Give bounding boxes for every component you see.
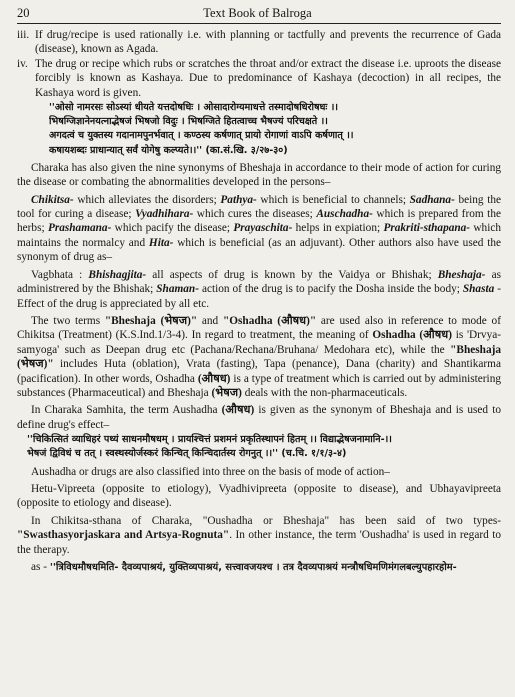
- term: Bheshaja-: [437, 268, 486, 281]
- list-item-text: If drug/recipe is used rationally i.e. with planning or tactfully and prevents the recurrence of Gada (disease), known as Agada.: [35, 29, 501, 56]
- header-rule: [17, 23, 501, 24]
- term: Pathya-: [220, 193, 257, 206]
- term: Auschadha-: [316, 208, 373, 221]
- term: Sadhana-: [409, 193, 455, 206]
- list-marker: iii.: [17, 29, 30, 41]
- paragraph-classification: Aushadha or drugs are also classified into three on the basis of mode of action–: [31, 465, 390, 478]
- book-title: Text Book of Balroga: [203, 6, 312, 20]
- paragraph-vagbhata: Vagbhata : Bhishagjita- all aspects of drug is known by the Vaidya or Bhishak; Bheshaja- as administrered by the Bhishak; Shaman- action of the drug is to pacify the Dosha inside the body; Shasta - Effect of the drug is appreciated by all etc.: [17, 268, 501, 310]
- paragraph-trividha: as - ''त्रिविधमौषधमिति- दैवव्यपाश्रयं, युक्तिव्यपाश्रयं, सत्त्वावजयश्च । तत्र दैवव्यपाश्रयं मन्त्रौषधिमणिमंगलबल्युपहारहोम-: [31, 561, 457, 573]
- numbered-list: [17, 28, 501, 100]
- verse-line: ''चिकित्सितं व्याधिहरं पथ्यं साधनमौषधम् । प्रायश्चित्तं प्रशमनं प्रकृतिस्थापनं हितम् ।। विद्याद्भेषजनामानि-।।: [27, 434, 392, 446]
- list-marker: iv.: [17, 57, 28, 70]
- term: Chikitsa-: [31, 193, 74, 206]
- sanskrit-verse-1: [17, 101, 501, 158]
- list-item-iv: [17, 57, 501, 100]
- term: "Bheshaja (भेषज)": [17, 343, 501, 371]
- term: Shasta: [462, 283, 495, 296]
- verse-line: ''ओसो नामरसः सोऽस्यां धीयते यत्तदोषधिः । ओसादारोग्यमाधत्ते तस्मादोषधिरोषधः ।।: [49, 102, 338, 114]
- verse-line: कषायशब्दः प्राधान्यात् सर्वं योगेषु कल्प्यते।।'' (का.सं.खि. ३/२७-३०): [49, 144, 288, 156]
- term: Prayaschita-: [233, 222, 293, 235]
- term: (औषध): [197, 372, 231, 385]
- paragraph-vipreeta: Hetu-Vipreeta (opposite to etiology), Vyadhivipreeta (opposite to disease), and Ubhayavipreeta (opposite to etiology and disease).: [17, 482, 501, 510]
- term: Vyadhihara-: [135, 208, 194, 221]
- term: Prakriti-sthapana-: [383, 222, 471, 235]
- term: "Bheshaja (भेषज)": [104, 314, 198, 327]
- list-item-text: The drug or recipe which rubs or scratches the throat and/or extract the disease i.e. uproots the disease forcibly is known as Kashaya. Due to predominance of Kashaya (decoction) in all recipes, the Kashaya word is given.: [35, 57, 501, 99]
- term: Bhishagjita-: [88, 268, 147, 281]
- sanskrit-verse-2: [17, 433, 501, 461]
- paragraph-two-terms: The two terms "Bheshaja (भेषज)" and "Oshadha (औषध)" are used also in reference to mode of Chikitsa (Treatment) (K.S.Ind.1/3-4). In regard to treatment, the meaning of Oshadha (औषध) is 'Drvya-samyoga' such as Deepan drug etc (Pachana/Rechana/Bruhana/ Medohara etc), while the "Bheshaja (भेषज)" includes Huta (oblation), Vrata (fasting), Tapa (penance), Dana (charity) and Shantikarma (pacification). In other words, Oshadha (औषध) is a type of treatment which is carried out by administering substances (Pharmaceutical) and Bheshaja (भेषज) deals with the non-pharmaceuticals.: [17, 314, 501, 399]
- term: (औषध): [221, 404, 255, 417]
- term: Shaman-: [156, 283, 199, 296]
- page-header: [17, 0, 501, 20]
- paragraph-synonyms: Chikitsa- which alleviates the disorders; Pathya- which is beneficial to channels; Sadhana- being the tool for curing a disease; Vyadhihara- which cures the diseases; Auschadha- which is prepared from the herbs; Prashamana- which pacify the disease; Prayaschita- helps in expiation; Prakriti-sthapana- which maintains the normalcy and Hita- which is beneficial (as an adjuvant). Other authors also have used the synonym of drug as–: [17, 193, 501, 264]
- term: (भेषज): [211, 386, 242, 399]
- term: "Oshadha (औषध)": [222, 314, 317, 327]
- term: Prashamana-: [47, 222, 112, 235]
- list-item-iii: [17, 28, 501, 57]
- verse-line: भेषजं द्विविधं च तत् । स्वस्थस्योर्जस्करं किन्चित् किन्चिदार्तस्य रोगनुत् ।।'' (च.चि. १/१/३-४): [27, 448, 347, 460]
- verse-line: अगदत्वं च युक्तस्य गदानामपुनर्भवात् । कण्ठस्य कर्षणात् प्रायो रोगाणां वाऽपि कर्षणात् ।।: [49, 130, 354, 142]
- verse-line: ''त्रिविधमौषधमिति- दैवव्यपाश्रयं, युक्तिव्यपाश्रयं, सत्त्वावजयश्च । तत्र दैवव्यपाश्रयं मन्त्रौषधिमणिमंगलबल्युपहारहोम-: [49, 562, 457, 573]
- term: "Swasthasyorjaskara and Artsya-Rognuta": [17, 529, 230, 542]
- paragraph-synonyms-intro: Charaka has also given the nine synonyms of Bheshaja in accordance to their mode of action for curing the disease or combating the abnormalities developed in the persons–: [17, 161, 501, 189]
- verse-line: भिषग्जिज्ञानेनयत्नाद्भेषजं भिषजो विदुः । भिषग्जिते हितत्वाच्च भैषज्यं परिचक्षते ।।: [49, 116, 328, 128]
- paragraph-charaka-samhita: In Charaka Samhita, the term Aushadha (औषध) is given as the synonym of Bheshaja and is used to define drug's effect–: [17, 404, 501, 431]
- term: Hita-: [148, 236, 174, 249]
- term: Oshadha (औषध): [372, 329, 452, 342]
- page-number: 20: [17, 6, 30, 20]
- paragraph-chikitsa-sthana: In Chikitsa-sthana of Charaka, "Oushadha or Bheshaja" has been said of two types-"Swasthasyorjaskara and Artsya-Rognuta". In other instance, the term 'Oushadha' is used in regard to the therapy.: [17, 514, 502, 556]
